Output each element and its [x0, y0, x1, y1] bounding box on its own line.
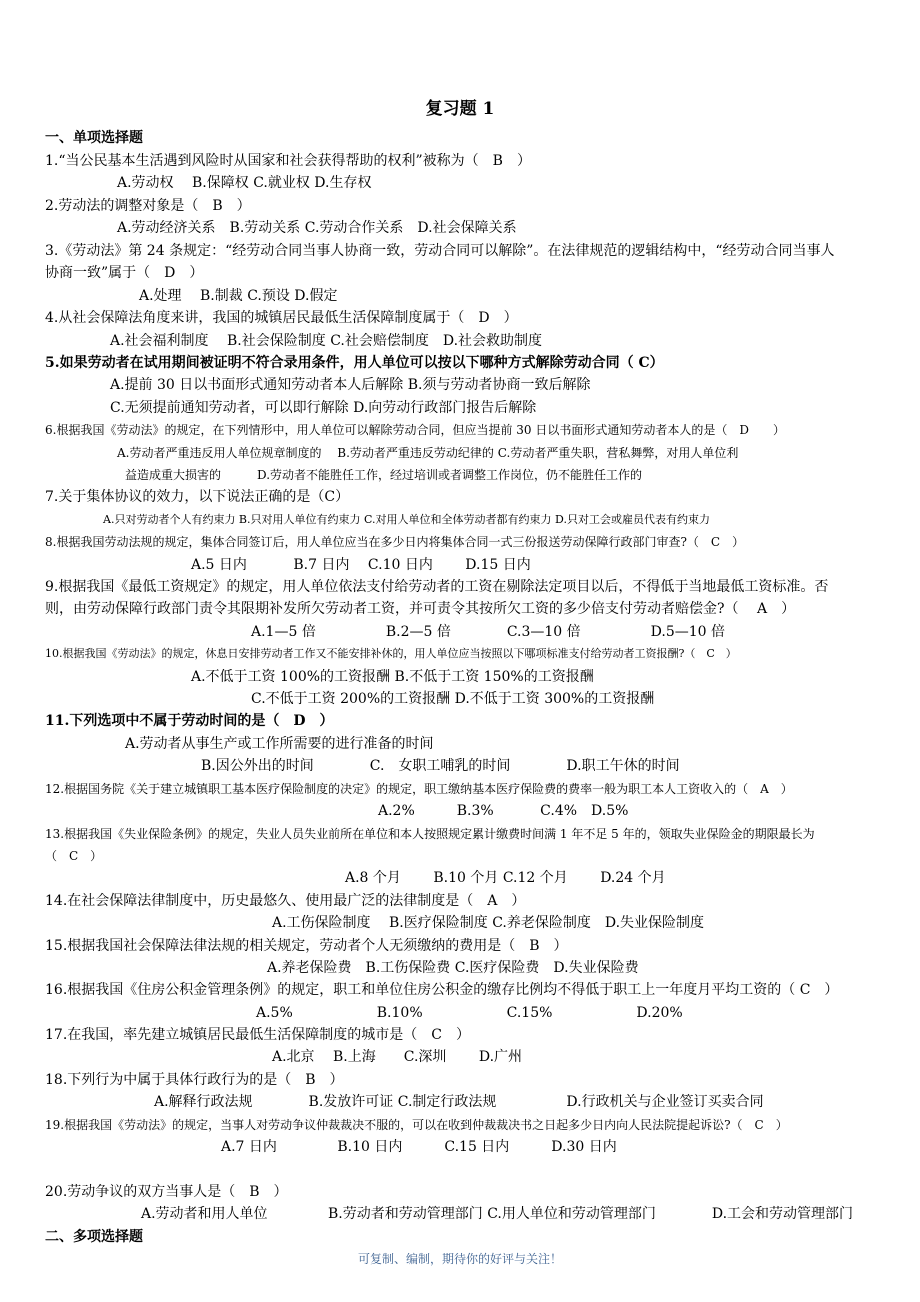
question-4-options: A.社会福利制度 B.社会保险制度 C.社会赔偿制度 D.社会救助制度 [110, 333, 543, 349]
question-10-options-line1: A.不低于工资 100%的工资报酬 B.不低于工资 150%的工资报酬 [191, 669, 594, 685]
question-3-stem-line1: 3.《劳动法》第 24 条规定：“经劳动合同当事人协商一致，劳动合同可以解除”。在法律规范的逻辑结构中，“经劳动合同当事人 [45, 243, 835, 259]
section-heading-multiple-choice: 二、多项选择题 [45, 1229, 143, 1245]
question-7-stem: 7.关于集体协议的效力，以下说法正确的是（C） [45, 489, 350, 505]
question-1-stem: 1.“当公民基本生活遇到风险时从国家和社会获得帮助的权利”被称为（ B ） [45, 153, 531, 169]
question-3-stem-line2: 协商一致”属于（ D ） [45, 265, 204, 281]
question-15-options: A.养老保险费 B.工伤保险费 C.医疗保险费 D.失业保险费 [267, 960, 639, 976]
question-8-stem: 8.根据我国劳动法规的规定，集体合同签订后，用人单位应当在多少日内将集体合同一式三份报送劳动保障行政部门审查?（ C ） [45, 535, 745, 549]
question-19-stem: 19.根据我国《劳动法》的规定，当事人对劳动争议仲裁裁决不服的，可以在收到仲裁裁决书之日起多少日内向人民法院提起诉讼?（ C ） [45, 1118, 788, 1132]
question-10-stem: 10.根据我国《劳动法》的规定，休息日安排劳动者工作又不能安排补休的，用人单位应当按照以下哪项标准支付给劳动者工资报酬?（ C ） [45, 647, 737, 660]
question-10-options-line2: C.不低于工资 200%的工资报酬 D.不低于工资 300%的工资报酬 [251, 691, 655, 707]
question-17-stem: 17.在我国，率先建立城镇居民最低生活保障制度的城市是（ C ） [45, 1027, 470, 1043]
page-title: 复习题 1 [425, 99, 495, 119]
question-20-stem: 20.劳动争议的双方当事人是（ B ） [45, 1184, 288, 1200]
question-6-stem: 6.根据我国《劳动法》的规定，在下列情形中，用人单位可以解除劳动合同，但应当提前 30 日以书面形式通知劳动者本人的是（ D ） [45, 423, 785, 437]
question-20-options: A.劳动者和用人单位 B.劳动者和劳动管理部门 C.用人单位和劳动管理部门 D.工会和劳动管理部门 [141, 1206, 854, 1222]
question-13-stem-line1: 13.根据我国《失业保险条例》的规定，失业人员失业前所在单位和本人按照规定累计缴费时间满 1 年不足 5 年的，领取失业保险金的期限最长为 [45, 827, 815, 841]
question-4-stem: 4.从社会保障法角度来讲，我国的城镇居民最低生活保障制度属于（ D ） [45, 310, 518, 326]
question-18-stem: 18.下列行为中属于具体行政行为的是（ B ） [45, 1072, 344, 1088]
question-14-options: A.工伤保险制度 B.医疗保险制度 C.养老保险制度 D.失业保险制度 [272, 915, 705, 931]
question-11-stem: 11.下列选项中不属于劳动时间的是（ D ） [45, 713, 334, 729]
question-3-options: A.处理 B.制裁 C.预设 D.假定 [139, 288, 338, 304]
question-8-options: A.5 日内 B.7 日内 C.10 日内 D.15 日内 [191, 557, 531, 573]
question-16-stem: 16.根据我国《住房公积金管理条例》的规定，职工和单位住房公积金的缴存比例均不得低于职工上一年度月平均工资的（ C ） [45, 982, 839, 998]
question-2-options: A.劳动经济关系 B.劳动关系 C.劳动合作关系 D.社会保障关系 [117, 220, 517, 236]
page-footer: 可复制、编制，期待你的好评与关注！ [357, 1252, 562, 1266]
question-18-options: A.解释行政法规 B.发放许可证 C.制定行政法规 D.行政机关与企业签订买卖合同 [154, 1094, 764, 1110]
question-7-options: A.只对劳动者个人有约束力 B.只对用人单位有约束力 C.对用人单位和全体劳动者都有约束力 D.只对工会或雇员代表有约束力 [103, 513, 710, 526]
question-5-options-line2: C.无须提前通知劳动者，可以即行解除 D.向劳动行政部门报告后解除 [110, 400, 537, 416]
question-2-stem: 2.劳动法的调整对象是（ B ） [45, 198, 251, 214]
question-1-options: A.劳动权 B.保障权 C.就业权 D.生存权 [117, 175, 372, 191]
question-11-options-line2: B.因公外出的时间 C. 女职工哺乳的时间 D.职工午休的时间 [201, 758, 680, 774]
question-6-options-line2: 益造成重大损害的 D.劳动者不能胜任工作，经过培训或者调整工作岗位，仍不能胜任工作的 [125, 468, 643, 482]
question-13-options: A.8 个月 B.10 个月 C.12 个月 D.24 个月 [345, 870, 666, 886]
question-6-options-line1: A.劳动者严重违反用人单位规章制度的 B.劳动者严重违反劳动纪律的 C.劳动者严重失职，营私舞弊，对用人单位利 [117, 446, 739, 460]
question-14-stem: 14.在社会保障法律制度中，历史最悠久、使用最广泛的法律制度是（ A ） [45, 893, 526, 909]
question-13-stem-line2: （ C ） [45, 849, 103, 863]
section-heading-single-choice: 一、单项选择题 [45, 130, 143, 146]
question-5-stem: 5.如果劳动者在试用期间被证明不符合录用条件，用人单位可以按以下哪种方式解除劳动合同（ C） [45, 355, 664, 371]
question-15-stem: 15.根据我国社会保障法律法规的相关规定，劳动者个人无须缴纳的费用是（ B ） [45, 938, 568, 954]
question-19-options: A.7 日内 B.10 日内 C.15 日内 D.30 日内 [221, 1139, 617, 1155]
question-9-stem-line1: 9.根据我国《最低工资规定》的规定，用人单位依法支付给劳动者的工资在剔除法定项目以后，不得低于当地最低工资标准。否 [45, 579, 829, 595]
question-12-options: A.2% B.3% C.4% D.5% [378, 803, 629, 819]
question-9-stem-line2: 则，由劳动保障行政部门责令其限期补发所欠劳动者工资，并可责令其按所欠工资的多少倍支付劳动者赔偿金?（ A ） [45, 601, 796, 617]
question-17-options: A.北京 B.上海 C.深圳 D.广州 [272, 1049, 523, 1065]
question-16-options: A.5% B.10% C.15% D.20% [256, 1005, 683, 1021]
question-9-options: A.1—5 倍 B.2—5 倍 C.3—10 倍 D.5—10 倍 [251, 624, 726, 640]
question-11-options-line1: A.劳动者从事生产或工作所需要的进行准备的时间 [125, 736, 434, 752]
question-12-stem: 12.根据国务院《关于建立城镇职工基本医疗保险制度的决定》的规定，职工缴纳基本医疗保险费的费率一般为职工本人工资收入的（ A ） [45, 782, 793, 796]
question-5-options-line1: A.提前 30 日以书面形式通知劳动者本人后解除 B.须与劳动者协商一致后解除 [110, 377, 591, 393]
